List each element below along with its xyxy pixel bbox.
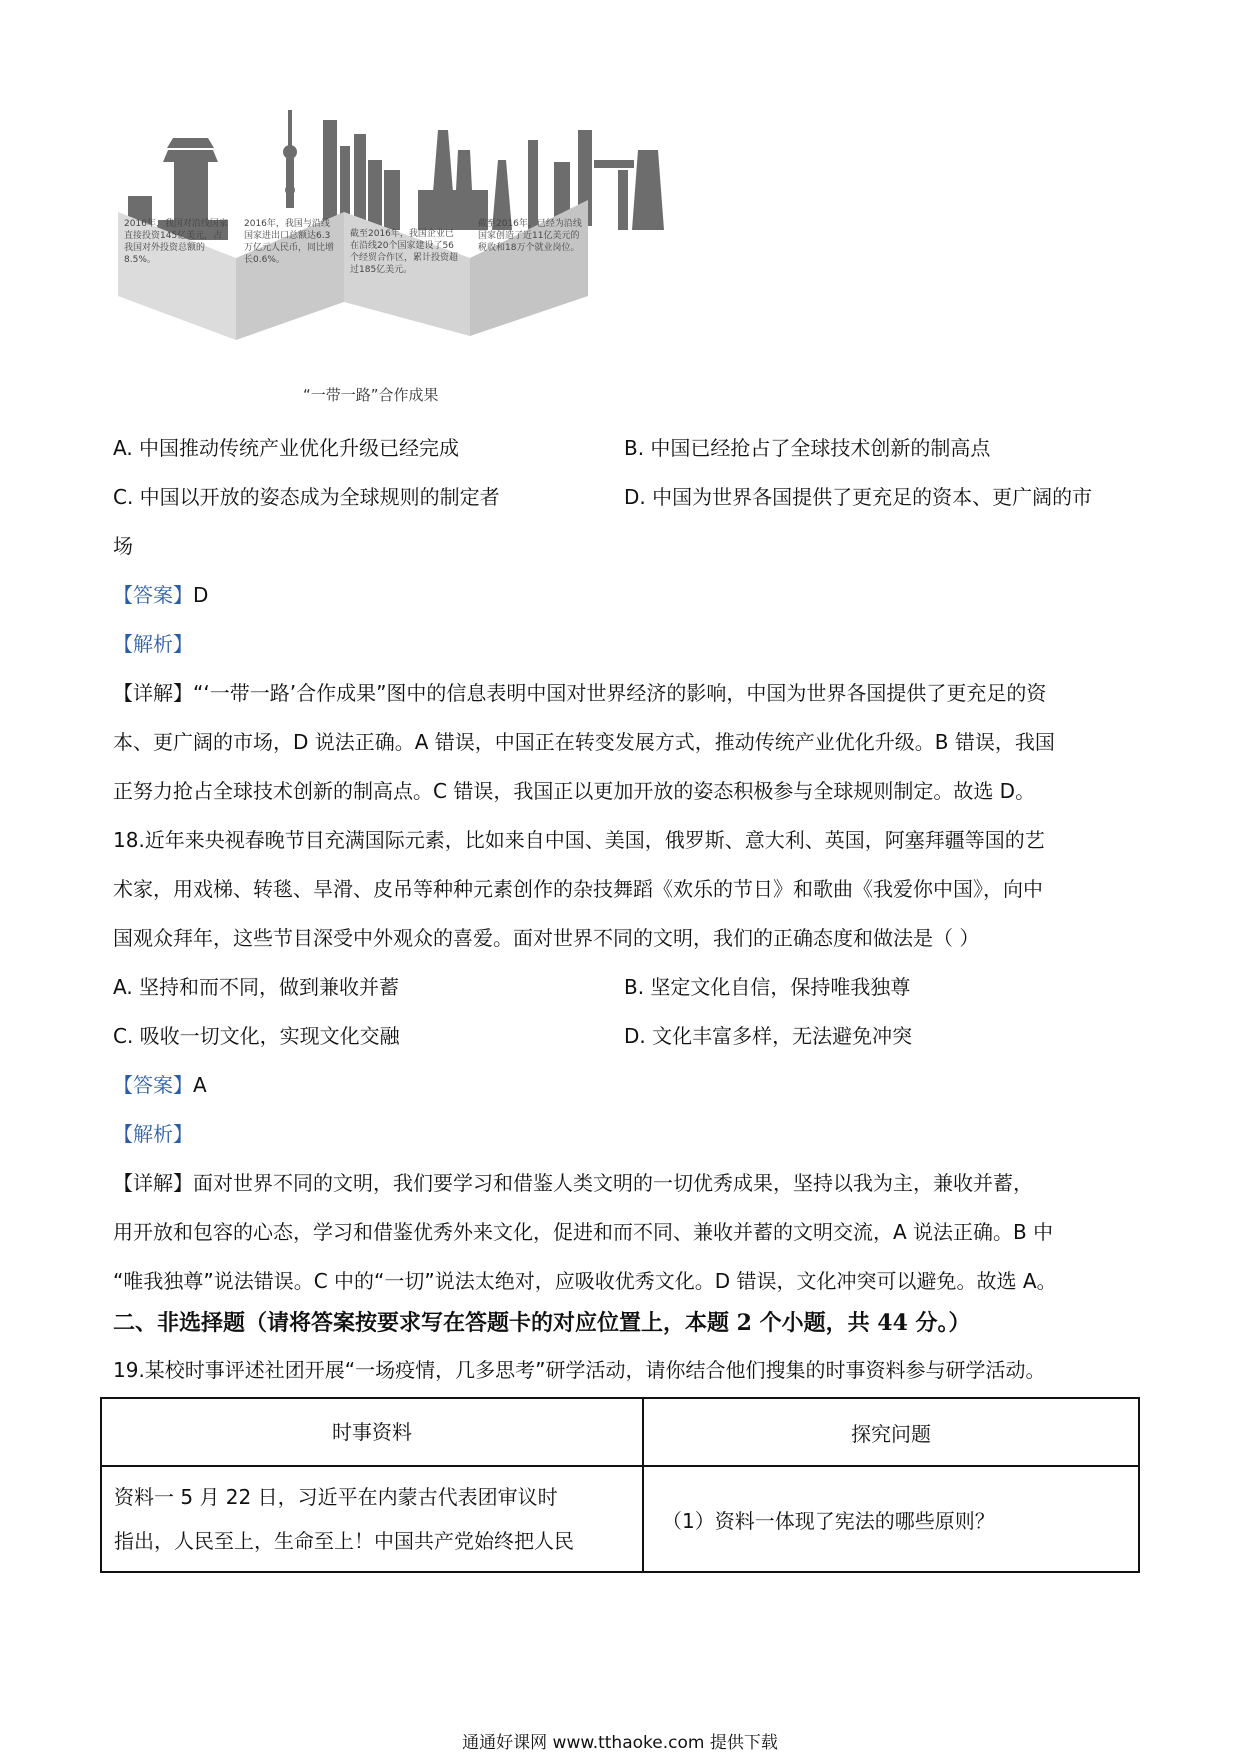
q17-option-d: D. 中国为世界各国提供了更充足的资本、更广阔的市 — [624, 485, 1093, 509]
q18-stem-line-2: 术家，用戏梯、转毯、旱滑、皮吊等种种元素创作的杂技舞蹈《欢乐的节日》和歌曲《我爱你中国》，向中 — [113, 877, 1043, 901]
q17-answer — [113, 581, 208, 609]
q18-detail-line-2: 用开放和包容的心态，学习和借鉴优秀外来文化，促进和而不同、兼收并蓄的文明交流，A 说法正确。B 中 — [113, 1220, 1054, 1244]
figure-caption: “一带一路”合作成果 — [303, 386, 439, 404]
q18-answer-tag: 【答案】 — [113, 1073, 193, 1097]
q17-analysis-tag: 【解析】 — [113, 632, 193, 656]
q19-study-table — [100, 1397, 1140, 1573]
table-header-materials: 时事资料 — [101, 1398, 643, 1466]
section-2-title: 二、非选择题（请将答案按要求写在答题卡的对应位置上，本题 2 个小题，共 44 分。） — [113, 1310, 971, 1336]
table-header-row — [101, 1398, 1139, 1466]
q18-stem-line-1: 18.近年来央视春晚节目充满国际元素，比如来自中国、美国，俄罗斯、意大利、英国，阿塞拜疆等国的艺 — [113, 828, 1045, 852]
table-header-questions: 探究问题 — [643, 1398, 1139, 1466]
q17-detail-line-2: 本、更广阔的市场，D 说法正确。A 错误，中国正在转变发展方式，推动传统产业优化升级。B 错误，我国 — [113, 730, 1055, 754]
q18-option-a: A. 坚持和而不同，做到兼收并蓄 — [113, 975, 400, 999]
q17-detail-tag: 【详解】 — [113, 681, 193, 705]
q18-detail-line-1 — [113, 1169, 1033, 1197]
belt-and-road-figure — [118, 100, 678, 410]
q18-stem-line-3: 国观众拜年，这些节目深受中外观众的喜爱。面对世界不同的文明，我们的正确态度和做法是（ ） — [113, 926, 980, 950]
belt-and-road-illustration — [118, 100, 678, 410]
material-1-line-2: 指出，人民至上，生命至上！中国共产党始终把人民 — [114, 1529, 574, 1553]
q18-analysis-tag: 【解析】 — [113, 1122, 193, 1146]
q17-option-d-continued: 场 — [113, 534, 133, 558]
q18-answer-value: A — [193, 1073, 207, 1097]
material-1-line-1: 资料一 5 月 22 日，习近平在内蒙古代表团审议时 — [114, 1485, 558, 1509]
q18-detail-text-1: 面对世界不同的文明，我们要学习和借鉴人类文明的一切优秀成果，坚持以我为主，兼收并蓄， — [193, 1171, 1033, 1195]
panel-2-text: 2016年，我国与沿线国家进出口总额达6.3万亿元人民币，同比增长0.6%。 — [244, 219, 335, 265]
q17-detail-line-1 — [113, 679, 1046, 707]
table-cell-question-1: （1）资料一体现了宪法的哪些原则？ — [643, 1466, 1139, 1572]
q18-option-d: D. 文化丰富多样，无法避免冲突 — [624, 1024, 913, 1048]
q17-detail-line-3: 正努力抢占全球技术创新的制高点。C 错误，我国正以更加开放的姿态积极参与全球规则制定。故选 D。 — [113, 779, 1036, 803]
table-cell-material-1 — [101, 1466, 643, 1572]
q17-detail-text-1: “‘一带一路’合作成果”图中的信息表明中国对世界经济的影响，中国为世界各国提供了更充足的资 — [193, 681, 1047, 705]
q18-detail-tag: 【详解】 — [113, 1171, 193, 1195]
page-footer: 通通好课网 www.tthaoke.com 提供下载 — [462, 1733, 778, 1753]
q18-option-b: B. 坚定文化自信，保持唯我独尊 — [624, 975, 911, 999]
table-row — [101, 1466, 1139, 1572]
q17-option-a: A. 中国推动传统产业优化升级已经完成 — [113, 436, 460, 460]
q17-option-b: B. 中国已经抢占了全球技术创新的制高点 — [624, 436, 991, 460]
q18-detail-line-3: “唯我独尊”说法错误。C 中的“一切”说法太绝对，应吸收优秀文化。D 错误，文化冲突可以避免。故选 A。 — [113, 1269, 1057, 1293]
panel-3-text: 截至2016年，我国企业已在沿线20个国家建设了56个经贸合作区，累计投资超过185亿美元。 — [350, 229, 459, 275]
panel-1-text: 2016年，我国对沿线国家直接投资145亿美元，占我国对外投资总额的8.5%。 — [124, 219, 228, 265]
q18-option-c: C. 吸收一切文化，实现文化交融 — [113, 1024, 400, 1048]
q17-option-c: C. 中国以开放的姿态成为全球规则的制定者 — [113, 485, 500, 509]
panel-4-text: 截至2016年，已经为沿线国家创造了近11亿美元的税收和18万个就业岗位。 — [478, 219, 582, 253]
q19-stem: 19.某校时事评述社团开展“一场疫情，几多思考”研学活动，请你结合他们搜集的时事资料参与研学活动。 — [113, 1358, 1046, 1382]
q18-answer — [113, 1071, 207, 1099]
q17-answer-value: D — [193, 583, 209, 607]
q17-answer-tag: 【答案】 — [113, 583, 193, 607]
